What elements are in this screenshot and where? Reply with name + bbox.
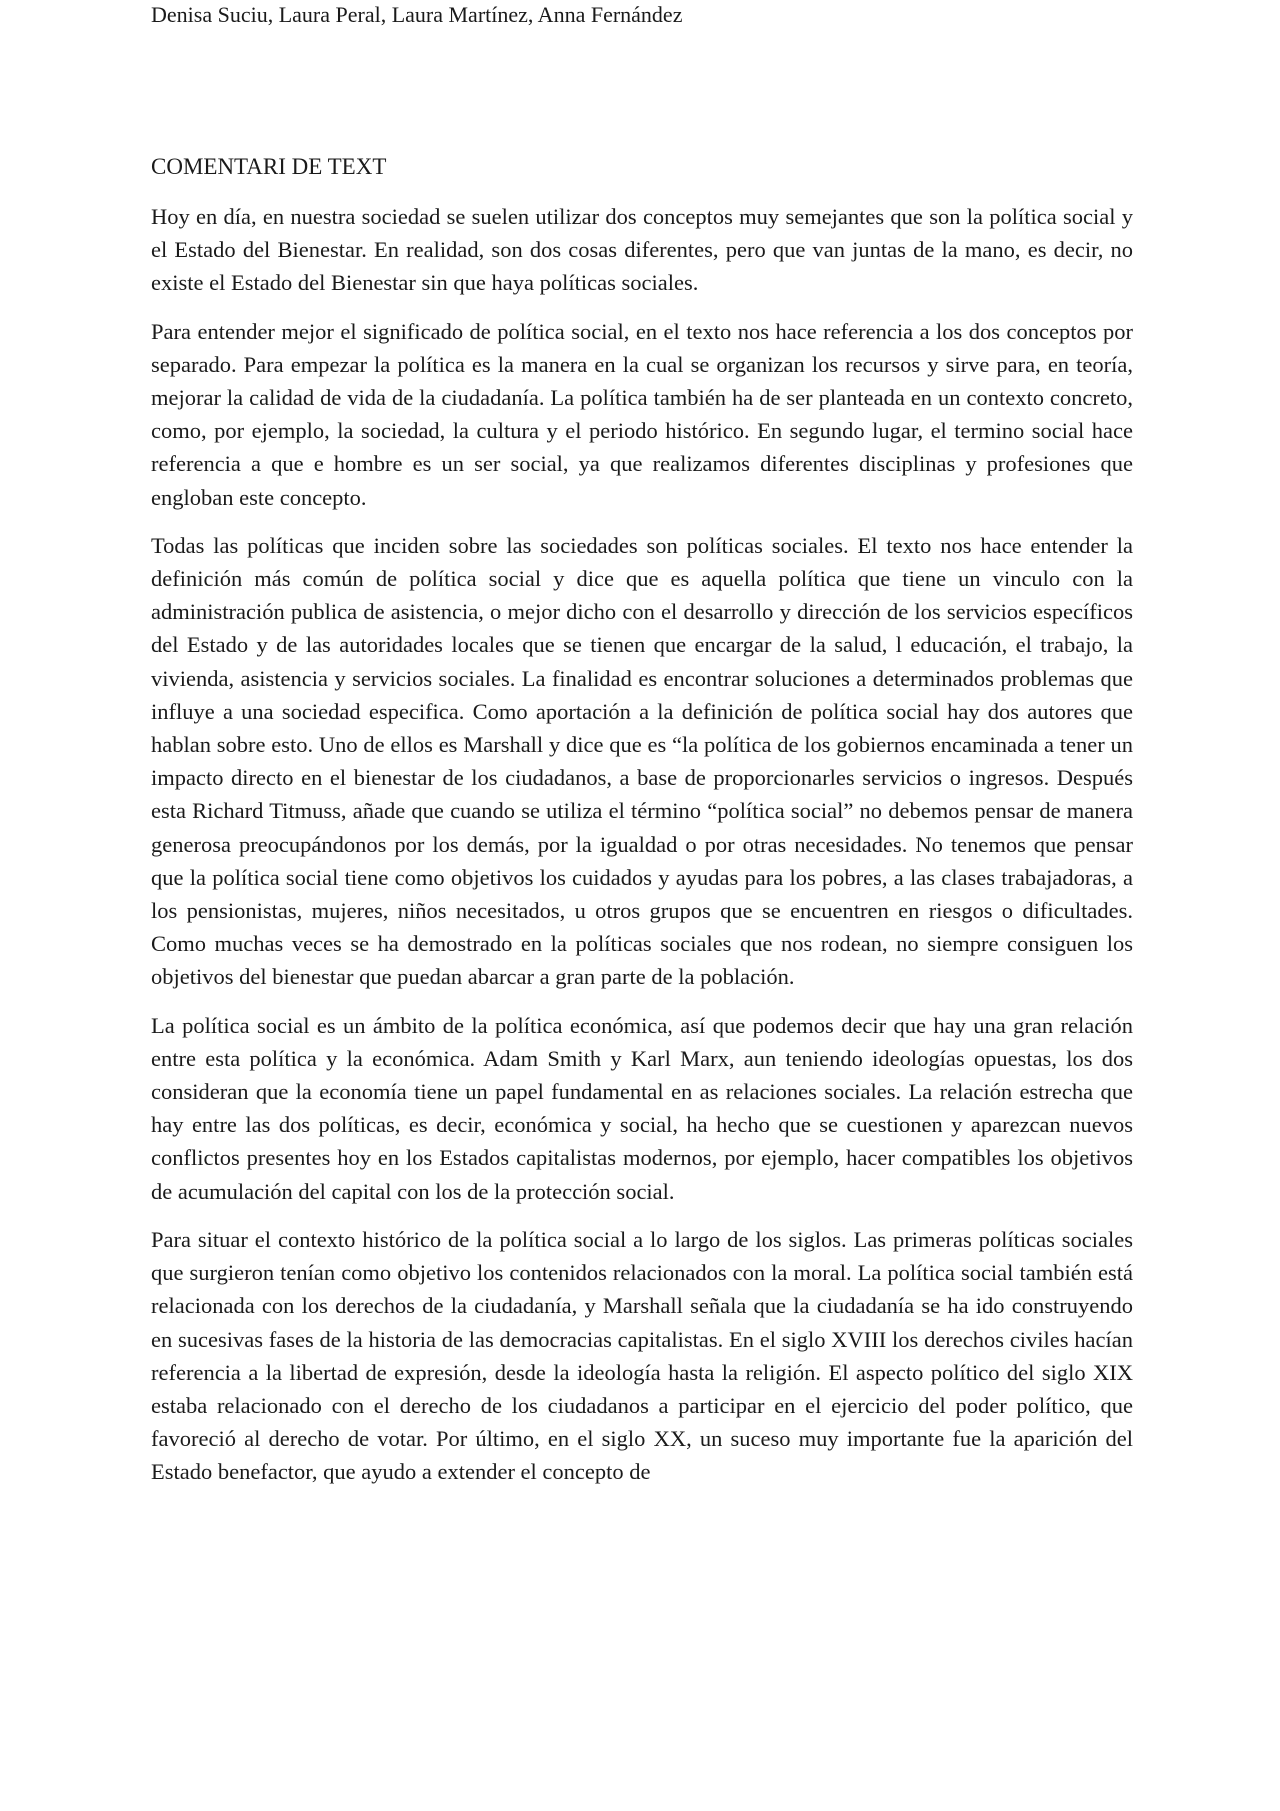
document-title: COMENTARI DE TEXT bbox=[151, 154, 387, 179]
paragraph: Todas las políticas que inciden sobre las sociedades son políticas sociales. El texto nos hace entender la definición más común de política social y dice que es aquella política que tiene un vinculo con la administración publica de asistencia, o mejor dicho con el desarrollo y dirección de los servicios específicos del Estado y de las autoridades locales que se tienen que encargar de la salud, l educación, el trabajo, la vivienda, asistencia y servicios sociales. La finalidad es encontrar soluciones a determinados problemas que influye a una sociedad especifica. Como aportación a la definición de política social hay dos autores que hablan sobre esto. Uno de ellos es Marshall y dice que es “la política de los gobiernos encaminada a tener un impacto directo en el bienestar de los ciudadanos, a base de proporcionarles servicios o ingresos. Después esta Richard Titmuss, añade que cuando se utiliza el término “política social” no debemos pensar de manera generosa preocupándonos por los demás, por la igualdad o por otras necesidades. No tenemos que pensar que la política social tiene como objetivos los cuidados y ayudas para los pobres, a las clases trabajadoras, a los pensionistas, mujeres, niños necesitados, u otros grupos que se encuentren en riesgos o dificultades. Como muchas veces se ha demostrado en la políticas sociales que nos rodean, no siempre consiguen los objetivos del bienestar que puedan abarcar a gran parte de la población. bbox=[151, 532, 1133, 990]
paragraph: Hoy en día, en nuestra sociedad se suelen utilizar dos conceptos muy semejantes que son la política social y el Estado del Bienestar. En realidad, son dos cosas diferentes, pero que van juntas de la mano, es decir, no existe el Estado del Bienestar sin que haya políticas sociales. bbox=[151, 204, 1133, 296]
paragraph: La política social es un ámbito de la política económica, así que podemos decir que hay una gran relación entre esta política y la económica. Adam Smith y Karl Marx, aun teniendo ideologías opuestas, los dos consideran que la economía tiene un papel fundamental en as relaciones sociales. La relación estrecha que hay entre las dos políticas, es decir, económica y social, ha hecho que se cuestionen y aparezcan nuevos conflictos presentes hoy en los Estados capitalistas modernos, por ejemplo, hacer compatibles los objetivos de acumulación del capital con los de la protección social. bbox=[151, 1012, 1133, 1204]
document-body bbox=[151, 150, 1133, 1504]
paragraph: Para entender mejor el significado de política social, en el texto nos hace referencia a los dos conceptos por separado. Para empezar la política es la manera en la cual se organizan los recursos y sirve para, en teoría, mejorar la calidad de vida de la ciudadanía. La política también ha de ser planteada en un contexto concreto, como, por ejemplo, la sociedad, la cultura y el periodo histórico. En segundo lugar, el termino social hace referencia a que e hombre es un ser social, ya que realizamos diferentes disciplinas y profesiones que engloban este concepto. bbox=[151, 318, 1133, 510]
paragraph: Para situar el contexto histórico de la política social a lo largo de los siglos. Las primeras políticas sociales que surgieron tenían como objetivo los contenidos relacionados con la moral. La política social también está relacionada con los derechos de la ciudadanía, y Marshall señala que la ciudadanía se ha ido construyendo en sucesivas fases de la historia de las democracias capitalistas. En el siglo XVIII los derechos civiles hacían referencia a la libertad de expresión, desde la ideología hasta la religión. El aspecto político del siglo XIX estaba relacionado con el derecho de los ciudadanos a participar en el ejercicio del poder político, que favoreció al derecho de votar. Por último, en el siglo XX, un suceso muy importante fue la aparición del Estado benefactor, que ayudo a extender el concepto de bbox=[151, 1226, 1133, 1485]
page-header-authors: Denisa Suciu, Laura Peral, Laura Martínez, Anna Fernández bbox=[151, 2, 683, 27]
